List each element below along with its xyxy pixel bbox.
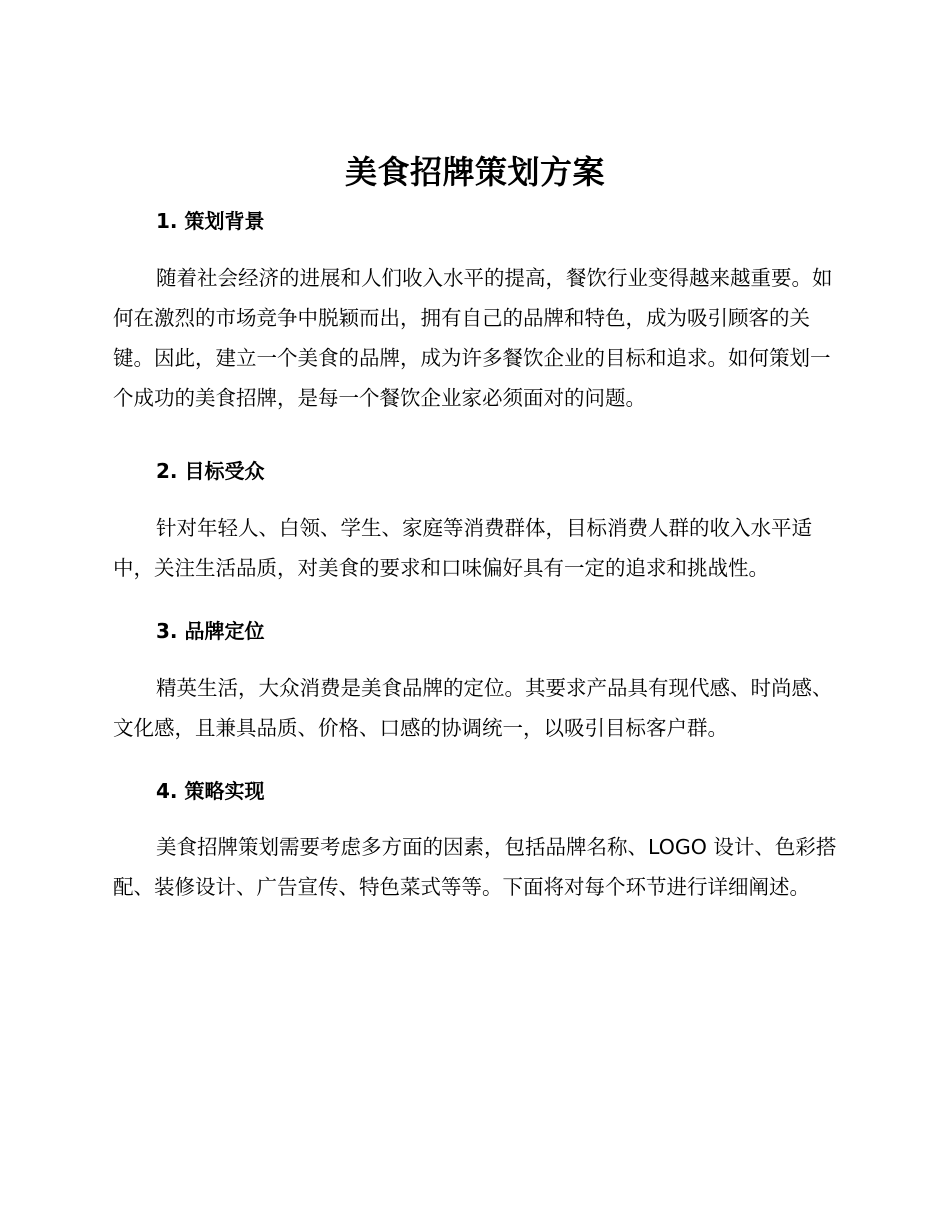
section-paragraph-audience: 针对年轻人、白领、学生、家庭等消费群体，目标消费人群的收入水平适中，关注生活品质，对美食的要求和口味偏好具有一定的追求和挑战性。 <box>113 516 812 580</box>
section-paragraph-positioning: 精英生活，大众消费是美食品牌的定位。其要求产品具有现代感、时尚感、文化感，且兼具品质、价格、口感的协调统一，以吸引目标客户群。 <box>113 676 833 740</box>
section-heading-strategy: 4. 策略实现 <box>156 779 265 803</box>
page-title: 美食招牌策划方案 <box>344 153 605 191</box>
section-heading-audience: 2. 目标受众 <box>156 459 265 483</box>
section-paragraph-strategy: 美食招牌策划需要考虑多方面的因素，包括品牌名称、LOGO 设计、色彩搭配、装修设计、广告宣传、特色菜式等等。下面将对每个环节进行详细阐述。 <box>113 835 837 899</box>
section-heading-positioning: 3. 品牌定位 <box>156 619 265 643</box>
section-heading-background: 1. 策划背景 <box>156 209 265 233</box>
section-paragraph-background: 随着社会经济的进展和人们收入水平的提高，餐饮行业变得越来越重要。如何在激烈的市场竞争中脱颖而出，拥有自己的品牌和特色，成为吸引顾客的关键。因此，建立一个美食的品牌，成为许多餐饮企业的目标和追求。如何策划一个成功的美食招牌，是每一个餐饮企业家必须面对的问题。 <box>113 266 833 410</box>
